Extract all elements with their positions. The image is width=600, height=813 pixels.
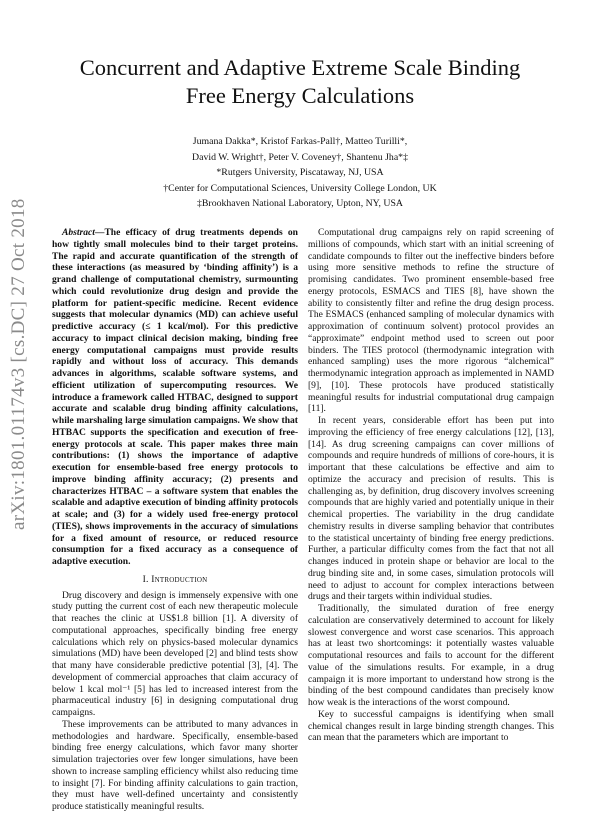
right-column [308, 227, 554, 744]
author-block [0, 134, 600, 212]
paragraph: These improvements can be attributed to many advances in methodologies and hardware. Specifically, ensemble-based binding free energy calculations, which favor many shorter simulation trajectories over few longer simulations, have been shown to increase sampling efficiency whilst also reducing time to insight [7]. For binding affinity calculations to gain traction, they must have well-defined uncertainty and consistently produce statistically meaningful results. [52, 718, 298, 812]
arxiv-identifier-stamp: arXiv:1801.01174v3 [cs.DC] 27 Oct 2018 [8, 198, 29, 530]
affiliation-rutgers: *Rutgers University, Piscataway, NJ, USA [216, 167, 384, 178]
paper-title [0, 54, 600, 110]
paragraph: Traditionally, the simulated duration of free energy calculation are conservatively determined to account for likely slowest convergence and worst case scenarios. This approach has at least two shortcomings: it potentially wastes valuable computational resources and fails to account for the different value of the simulations results. For example, in a drug campaign it is more important to understand how strong is the binding of the best compound candidates than precisely know how weak is the interactions of the worst compound. [308, 603, 554, 708]
authors-line-2: David W. Wright†, Peter V. Coveney†, Shantenu Jha*‡ [192, 151, 408, 163]
paragraph: Key to successful campaigns is identifying when small chemical changes result in large binding strength changes. This can mean that the parameters which are important to [308, 708, 554, 744]
paragraph: Drug discovery and design is immensely expensive with one study putting the current cost of each new therapeutic molecule that reaches the clinic at US$1.8 billion [1]. A diversity of computational approaches, specifically binding free energy calculations which rely on physics-based molecular dynamics simulations (MD) have been developed [2] and blind tests show that many have considerable predictive potential [3], [4]. The development of commercial approaches that claim accuracy of below 1 kcal mol⁻¹ [5] has led to increased interest from the pharmaceutical industry [6] in designing computational drug campaigns. [52, 589, 298, 718]
title-line-1: Concurrent and Adaptive Extreme Scale Binding [79, 55, 521, 80]
left-column [52, 227, 298, 813]
title-line-2: Free Energy Calculations [185, 83, 415, 108]
abstract-text: —The efficacy of drug treatments depends on how tightly small molecules bind to their target proteins. The rapid and accurate quantification of the strength of these interactions (as measured by ‘binding affinity’) is a grand challenge of computational chemistry, surmounting which could revolutionize drug design and provide the platform for patient-specific medicine. Recent evidence suggests that molecular dynamics (MD) can achieve useful predictive accuracy (≤ 1 kcal/mol). For this predictive accuracy to impact clinical decision making, binding free energy computational campaigns must provide results rapidly and without loss of accuracy. This demands advances in algorithms, scalable software systems, and efficient utilization of supercomputing resources. We introduce a framework called HTBAC, designed to support accurate and scalable drug binding affinity calculations, while marshaling large simulation campaigns. We show that HTBAC supports the specification and execution of free-energy protocols at scale. This paper makes three main contributions: (1) shows the importance of adaptive execution for ensemble-based free energy protocols to improve binding affinity accuracy; (2) presents and characterizes HTBAC – a software system that enables the scalable and adaptive execution of binding affinity protocols at scale; and (3) for a widely used free-energy protocol (TIES), shows improvements in the accuracy of simulations for a fixed amount of resource, or reduced resource consumption for a fixed accuracy as a consequence of adaptive execution. [52, 227, 298, 567]
affiliation-bnl: ‡Brookhaven National Laboratory, Upton, NY, USA [197, 198, 403, 209]
paragraph: Computational drug campaigns rely on rapid screening of millions of compounds, which start with an initial screening of candidate compounds to filter out the ineffective binders before using more sensitive methods to refine the structure of promising candidates. Two prominent ensemble-based free energy protocols, ESMACS and TIES [8], have shown the ability to consistently filter and refine the drug design process. The ESMACS (enhanced sampling of molecular dynamics with approximation of continuum solvent) protocol provides an “approximate” endpoint method used to screen out poor binders. The TIES protocol (thermodynamic integration with enhanced sampling) uses the more rigorous “alchemical” thermodynamic integration approach as implemented in NAMD [9], [10]. These protocols have produced statistically meaningful results for industrial computational drug campaign [11]. [308, 227, 554, 415]
section-heading-introduction: I. Introduction [142, 573, 208, 585]
affiliation-ucl: †Center for Computational Sciences, University College London, UK [163, 182, 437, 194]
abstract [52, 227, 298, 568]
paragraph: In recent years, considerable effort has been put into improving the efficiency of free energy calculations [12], [13], [14]. As drug screening campaigns can cover millions of compounds and require hundreds of millions of core-hours, it is important that these calculations be effective and aim to optimize the accuracy and precision of results. This is challenging as, by definition, drug discovery involves screening compounds that are highly varied and potentially unique in their chemical properties. The variability in the drug candidate chemistry results in diverse sampling behavior that contributes to the statistical uncertainty of binding free energy predictions. Further, a particular difficulty comes from the fact that not all changes induced in protein shape or behavior are local to the drug binding site and, in some cases, simulation protocols will need to adjust to account for complex interactions between drugs and their targets within individual studies. [308, 415, 554, 603]
abstract-label: Abstract [62, 227, 95, 238]
authors-line-1: Jumana Dakka*, Kristof Farkas-Pall†, Matteo Turilli*, [192, 136, 408, 147]
